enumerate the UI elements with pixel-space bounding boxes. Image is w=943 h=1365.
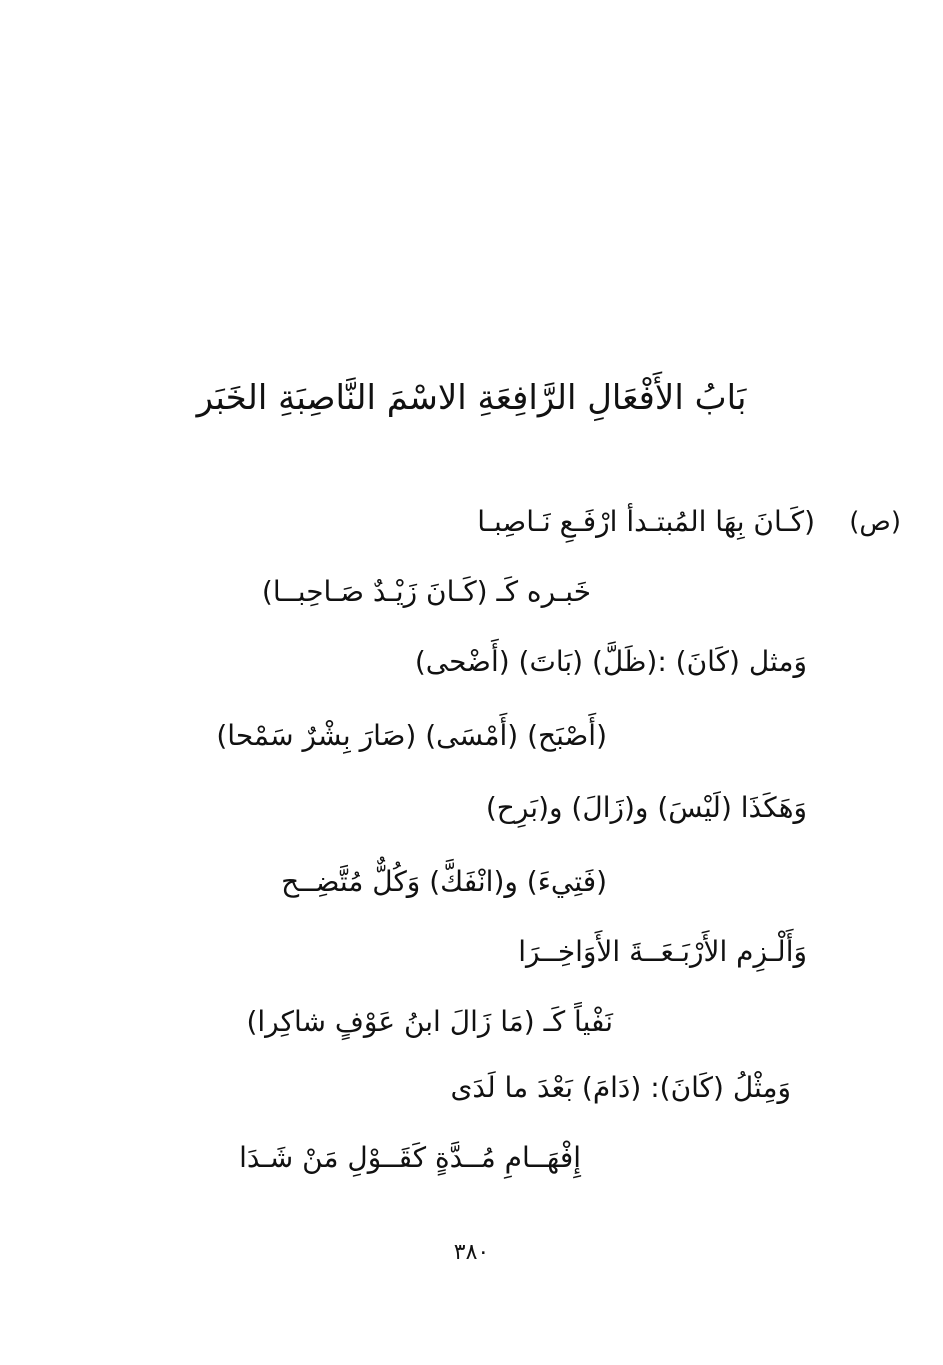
- verse-line-1: (كَـانَ بِهَا المُبتـدأ ارْفَـعِ نَـاصِبـا: [477, 505, 815, 538]
- verse-line-5: وَهَكَذَا (لَيْسَ) و(زَالَ) و(بَرِح): [485, 791, 807, 824]
- page-number: ٣٨٠: [453, 1240, 490, 1265]
- text-marker: (ص): [849, 507, 901, 537]
- verse-line-9: وَمِثْلُ (كَانَ): (دَامَ) بَعْدَ ما لَدَى: [450, 1071, 791, 1104]
- verse-line-10: إِفْهَــامِ مُــدَّةٍ كَقَــوْلِ مَنْ شَـدَا: [239, 1141, 581, 1174]
- verse-line-4: (أَصْبَح) (أَمْسَى) (صَارَ بِشْرٌ سَمْحا): [216, 719, 607, 752]
- verse-line-3: وَمثل (كَانَ) :(ظَلَّ) (بَاتَ) (أَضْحى): [414, 645, 807, 678]
- verse-line-8: نَفْياً كَـ (مَا زَالَ ابنُ عَوْفٍ شاكِرا): [246, 1005, 613, 1038]
- chapter-heading: بَابُ الأَفْعَالِ الرَّافِعَةِ الاسْمَ النَّاصِبَةِ الخَبَر: [196, 378, 747, 418]
- verse-line-2: خَبـره كَـ (كَـانَ زَيْـدٌ صَـاحِبــا): [261, 575, 591, 608]
- verse-line-6: (فَتِيءَ) و(انْفَكَّ) وَكُلٌّ مُتَّضِــح: [281, 865, 607, 898]
- verse-line-7: وَأَلْـزِم الأَرْبَـعَــةَ الأَوَاخِــرَا: [518, 935, 807, 968]
